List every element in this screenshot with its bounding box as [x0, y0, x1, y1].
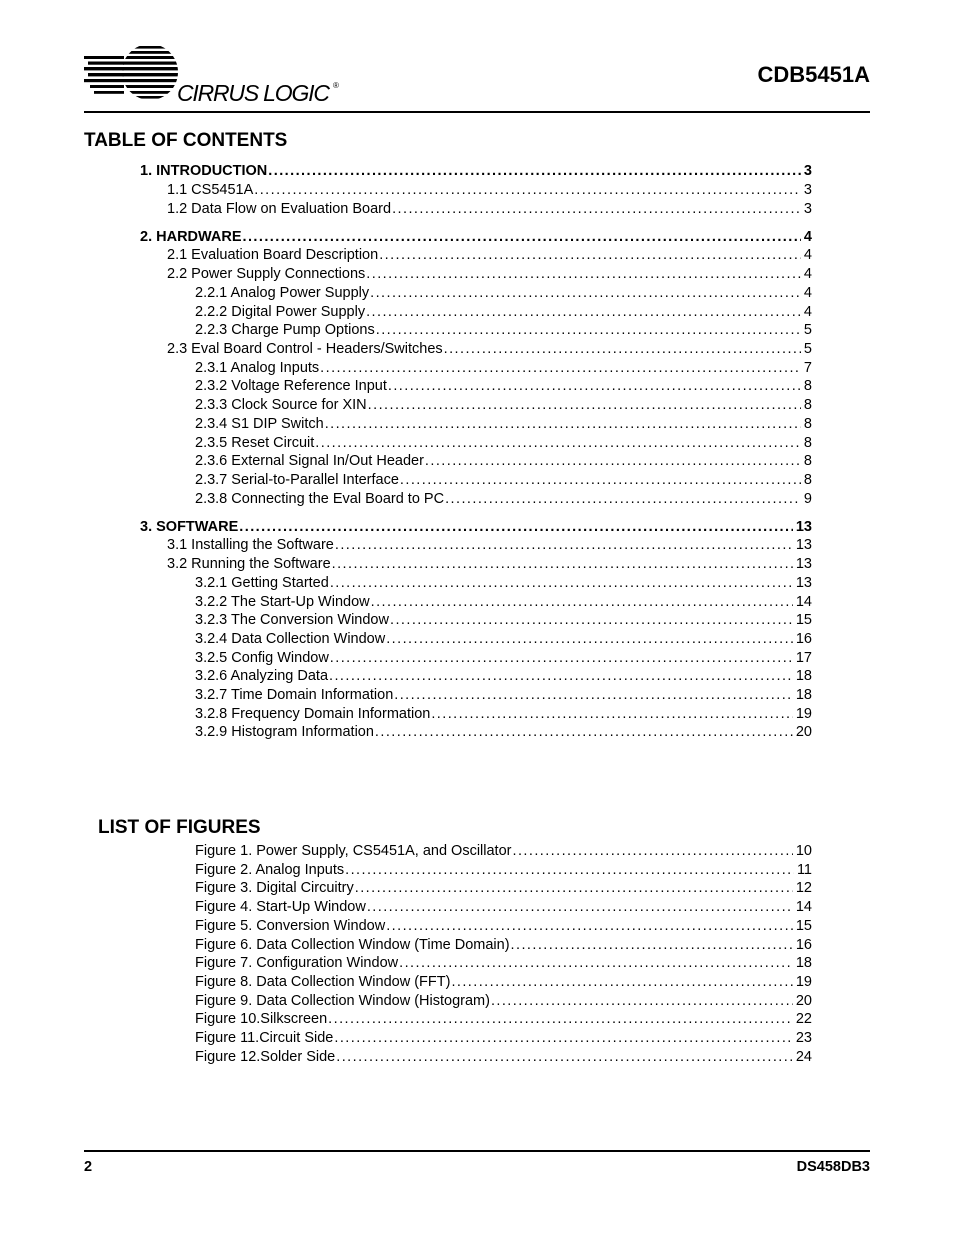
entry-label: 2.3.3 Clock Source for XIN [195, 397, 367, 413]
list-item[interactable] [195, 594, 812, 610]
dot-leader [366, 304, 801, 320]
list-item[interactable] [195, 937, 812, 953]
entry-page-number: 16 [795, 937, 812, 953]
entry-page-number: 4 [803, 304, 812, 320]
entry-page-number: 3 [803, 182, 812, 198]
entry-page-number: 15 [795, 918, 812, 934]
list-item[interactable] [195, 955, 812, 971]
list-item[interactable] [195, 575, 812, 591]
dot-leader [386, 918, 793, 934]
entry-page-number: 3 [803, 201, 812, 217]
entry-label: 2.2.3 Charge Pump Options [195, 322, 375, 338]
entry-page-number: 23 [795, 1030, 812, 1046]
dot-leader [491, 993, 793, 1009]
entry-label: Figure 7. Configuration Window [195, 955, 399, 971]
entry-page-number: 8 [803, 435, 812, 451]
list-item[interactable] [195, 397, 812, 413]
document-id: DS458DB3 [796, 1159, 870, 1175]
dot-leader [388, 378, 801, 394]
list-item[interactable] [195, 491, 812, 507]
entry-page-number: 20 [795, 724, 812, 740]
entry-page-number: 18 [795, 668, 812, 684]
entry-page-number: 12 [795, 880, 812, 896]
list-item[interactable] [140, 519, 812, 535]
entry-page-number: 11 [796, 862, 812, 878]
dot-leader [345, 862, 794, 878]
toc-heading: TABLE OF CONTENTS [84, 130, 288, 151]
entry-label: 3.1 Installing the Software [167, 537, 334, 553]
list-item[interactable] [195, 724, 812, 740]
dot-leader [399, 955, 793, 971]
list-item[interactable] [195, 974, 812, 990]
list-item[interactable] [195, 322, 812, 338]
entry-page-number: 13 [795, 519, 812, 535]
entry-page-number: 24 [795, 1049, 812, 1065]
entry-page-number: 13 [795, 575, 812, 591]
list-item[interactable] [195, 453, 812, 469]
dot-leader [375, 724, 793, 740]
entry-page-number: 4 [803, 266, 812, 282]
dot-leader [315, 435, 801, 451]
dot-leader [386, 631, 793, 647]
entry-page-number: 22 [795, 1011, 812, 1027]
entry-label: Figure 12.Solder Side [195, 1049, 336, 1065]
entry-label: 2.3.1 Analog Inputs [195, 360, 320, 376]
entry-label: 3.2.8 Frequency Domain Information [195, 706, 431, 722]
list-item[interactable] [195, 378, 812, 394]
entry-label: 3.2.6 Analyzing Data [195, 668, 329, 684]
dot-leader [392, 201, 801, 217]
document-title: CDB5451A [757, 62, 870, 87]
dot-leader [330, 650, 793, 666]
list-item[interactable] [195, 1030, 812, 1046]
entry-page-number: 18 [795, 955, 812, 971]
entry-label: 3.2.9 Histogram Information [195, 724, 374, 740]
list-item[interactable] [195, 668, 812, 684]
cirrus-logic-logo [84, 44, 344, 104]
dot-leader [445, 491, 801, 507]
entry-page-number: 4 [803, 229, 812, 245]
dot-leader [367, 899, 793, 915]
entry-page-number: 13 [795, 537, 812, 553]
entry-label: 3.2.5 Config Window [195, 650, 329, 666]
entry-label: 2. HARDWARE [140, 229, 242, 245]
dot-leader [451, 974, 792, 990]
dot-leader [239, 519, 793, 535]
list-item[interactable] [195, 1011, 812, 1027]
list-item[interactable] [195, 880, 812, 896]
dot-leader [371, 594, 793, 610]
dot-leader [268, 163, 801, 179]
entry-label: Figure 4. Start-Up Window [195, 899, 366, 915]
entry-label: 2.2.1 Analog Power Supply [195, 285, 370, 301]
entry-page-number: 4 [803, 285, 812, 301]
dot-leader [431, 706, 793, 722]
dot-leader [425, 453, 801, 469]
list-item[interactable] [195, 687, 812, 703]
list-item[interactable] [195, 304, 812, 320]
entry-page-number: 20 [795, 993, 812, 1009]
dot-leader [332, 556, 793, 572]
entry-page-number: 19 [795, 706, 812, 722]
entry-label: Figure 11.Circuit Side [195, 1030, 334, 1046]
dot-leader [512, 843, 792, 859]
entry-label: Figure 9. Data Collection Window (Histogram) [195, 993, 490, 1009]
entry-page-number: 16 [795, 631, 812, 647]
entry-page-number: 10 [795, 843, 812, 859]
entry-page-number: 3 [803, 163, 812, 179]
entry-label: 2.2.2 Digital Power Supply [195, 304, 366, 320]
entry-label: 2.3.8 Connecting the Eval Board to PC [195, 491, 445, 507]
dot-leader [376, 322, 801, 338]
entry-label: 2.3.2 Voltage Reference Input [195, 378, 387, 394]
figures-heading: LIST OF FIGURES [98, 817, 261, 838]
dot-leader [334, 1030, 793, 1046]
dot-leader [511, 937, 793, 953]
list-item[interactable] [195, 993, 812, 1009]
entry-label: 3.2.7 Time Domain Information [195, 687, 394, 703]
dot-leader [368, 397, 801, 413]
entry-page-number: 8 [803, 378, 812, 394]
entry-page-number: 9 [803, 491, 812, 507]
list-item[interactable] [195, 862, 812, 878]
header-rule [84, 111, 870, 113]
entry-label: 1.1 CS5451A [167, 182, 254, 198]
list-item[interactable] [140, 229, 812, 245]
list-item[interactable] [140, 163, 812, 179]
dot-leader [355, 880, 793, 896]
list-item[interactable] [195, 899, 812, 915]
logo-text: CIRRUS LOGIC [177, 80, 329, 104]
dot-leader [370, 285, 801, 301]
dot-leader [379, 247, 801, 263]
list-item[interactable] [167, 182, 812, 198]
entry-page-number: 7 [803, 360, 812, 376]
entry-page-number: 5 [803, 341, 812, 357]
entry-page-number: 13 [795, 556, 812, 572]
list-item[interactable] [195, 472, 812, 488]
list-item[interactable] [195, 706, 812, 722]
list-item[interactable] [167, 266, 812, 282]
dot-leader [444, 341, 801, 357]
entry-label: 2.3 Eval Board Control - Headers/Switches [167, 341, 443, 357]
entry-label: 2.2 Power Supply Connections [167, 266, 366, 282]
entry-page-number: 5 [803, 322, 812, 338]
entry-label: Figure 5. Conversion Window [195, 918, 386, 934]
dot-leader [394, 687, 793, 703]
page-number: 2 [84, 1159, 93, 1175]
list-item[interactable] [167, 556, 812, 572]
list-item[interactable] [167, 201, 812, 217]
entry-page-number: 14 [795, 899, 812, 915]
entry-label: Figure 3. Digital Circuitry [195, 880, 354, 896]
entry-page-number: 4 [803, 247, 812, 263]
entry-label: 2.3.7 Serial-to-Parallel Interface [195, 472, 399, 488]
entry-label: 3.2.4 Data Collection Window [195, 631, 386, 647]
dot-leader [330, 575, 793, 591]
list-item[interactable] [195, 360, 812, 376]
registered-mark: ® [333, 81, 339, 90]
list-item[interactable] [195, 612, 812, 628]
entry-page-number: 8 [803, 397, 812, 413]
entry-page-number: 8 [803, 416, 812, 432]
entry-label: 1. INTRODUCTION [140, 163, 268, 179]
entry-label: Figure 2. Analog Inputs [195, 862, 345, 878]
list-item[interactable] [195, 918, 812, 934]
entry-label: 3.2.1 Getting Started [195, 575, 329, 591]
entry-label: 1.2 Data Flow on Evaluation Board [167, 201, 392, 217]
dot-leader [335, 537, 793, 553]
entry-page-number: 14 [795, 594, 812, 610]
dot-leader [325, 416, 801, 432]
dot-leader [336, 1049, 793, 1065]
list-item[interactable] [167, 247, 812, 263]
cirrus-logic-logo-mark [84, 44, 344, 104]
dot-leader [366, 266, 801, 282]
dot-leader [400, 472, 801, 488]
entry-page-number: 17 [795, 650, 812, 666]
list-item[interactable] [167, 341, 812, 357]
entry-page-number: 18 [795, 687, 812, 703]
entry-label: 3.2.3 The Conversion Window [195, 612, 389, 628]
entry-label: 3. SOFTWARE [140, 519, 239, 535]
list-item[interactable] [195, 435, 812, 451]
dot-leader [320, 360, 801, 376]
list-item[interactable] [195, 650, 812, 666]
list-item[interactable] [195, 285, 812, 301]
entry-label: Figure 6. Data Collection Window (Time Domain) [195, 937, 510, 953]
entry-label: 2.3.5 Reset Circuit [195, 435, 315, 451]
list-item[interactable] [167, 537, 812, 553]
list-item[interactable] [195, 1049, 812, 1065]
entry-label: 3.2.2 The Start-Up Window [195, 594, 370, 610]
entry-label: 2.3.6 External Signal In/Out Header [195, 453, 424, 469]
entry-page-number: 15 [795, 612, 812, 628]
entry-label: Figure 10.Silkscreen [195, 1011, 328, 1027]
dot-leader [254, 182, 801, 198]
entry-label: Figure 8. Data Collection Window (FFT) [195, 974, 451, 990]
footer-rule [84, 1150, 870, 1152]
entry-label: 3.2 Running the Software [167, 556, 331, 572]
list-item[interactable] [195, 631, 812, 647]
entry-label: 2.1 Evaluation Board Description [167, 247, 379, 263]
list-item[interactable] [195, 843, 812, 859]
entry-label: 2.3.4 S1 DIP Switch [195, 416, 324, 432]
dot-leader [329, 668, 793, 684]
entry-label: Figure 1. Power Supply, CS5451A, and Oscillator [195, 843, 512, 859]
entry-page-number: 8 [803, 453, 812, 469]
entry-page-number: 8 [803, 472, 812, 488]
dot-leader [328, 1011, 793, 1027]
dot-leader [390, 612, 793, 628]
list-item[interactable] [195, 416, 812, 432]
entry-page-number: 19 [795, 974, 812, 990]
dot-leader [243, 229, 801, 245]
